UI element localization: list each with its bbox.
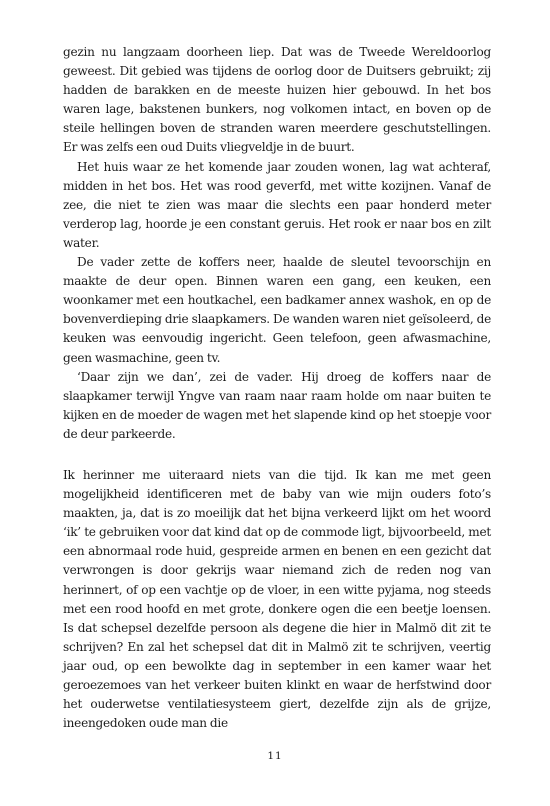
paragraph-3: De vader zette de koffers neer, haalde de sleutel tevoorschijn en maakte de deur open. Binnen waren een gang, een keuken, een woonkamer met een houtkachel, een badkamer annex washok, en op de bovenverdieping drie slaapkamers. De wanden waren niet geïsoleerd, de keuken was eenvoudig ingericht. Geen telefoon, geen afwasmachine, geen wasmachine, geen tv.: [63, 255, 491, 365]
paragraph-2: Het huis waar ze het komende jaar zouden wonen, lag wat achteraf, midden in het bos. Het was rood geverfd, met witte kozijnen. Vanaf de zee, die niet te zien was maar die slechts een paar honderd meter verderop lag, hoorde je een constant geruis. Het rook er naar bos en zilt water.: [63, 159, 491, 250]
paragraph-4: ‘Daar zijn we dan’, zei de vader. Hij droeg de koffers naar de slaapkamer terwijl Yngve van raam naar raam holde om naar buiten te kijken en de moeder de wagen met het slapende kind op het stoepje voor de deur parkeerde.: [63, 369, 491, 441]
paragraph-5: Ik herinner me uiteraard niets van die tijd. Ik kan me met geen mogelijkheid identificeren met de baby van wie mijn ouders foto’s maakten, ja, dat is zo moeilijk dat het bijna verkeerd lijkt om het woord ‘ik’ te gebruiken voor dat kind dat op de commode ligt, bijvoorbeeld, met een abnormaal rode huid, gespreide armen en benen en een gezicht dat verwrongen is door gekrijs waar niemand zich de reden nog van herinnert, of op een vachtje op de vloer, in een witte pyjama, nog steeds met een rood hoofd en met grote, donkere ogen die een beetje loensen. Is dat schepsel dezelfde persoon als degene die hier in Malmö dit zit te schrijven? En zal het schepsel dat dit in Malmö zit te schrijven, veertig jaar oud, op een bewolkte dag in september in een kamer waar het geroezemoes van het verkeer buiten klinkt en waar de herfstwind door het ouderwetse ventilatiesysteem giert, dezelfde zijn als de grijze, ineengedoken oude man die: [63, 467, 491, 731]
page-number: 11: [267, 750, 283, 762]
book-page: [63, 43, 491, 733]
paragraph-1: gezin nu langzaam doorheen liep. Dat was de Tweede Wereldoorlog geweest. Dit gebied was tijdens de oorlog door de Duitsers gebruikt; zij hadden de barakken en de meeste huizen hier gebouwd. In het bos waren lage, bakstenen bunkers, nog volkomen intact, en boven op de steile hellingen boven de stranden waren meerdere geschutstellingen. Er was zelfs een oud Duits vliegveldje in de buurt.: [63, 45, 491, 155]
